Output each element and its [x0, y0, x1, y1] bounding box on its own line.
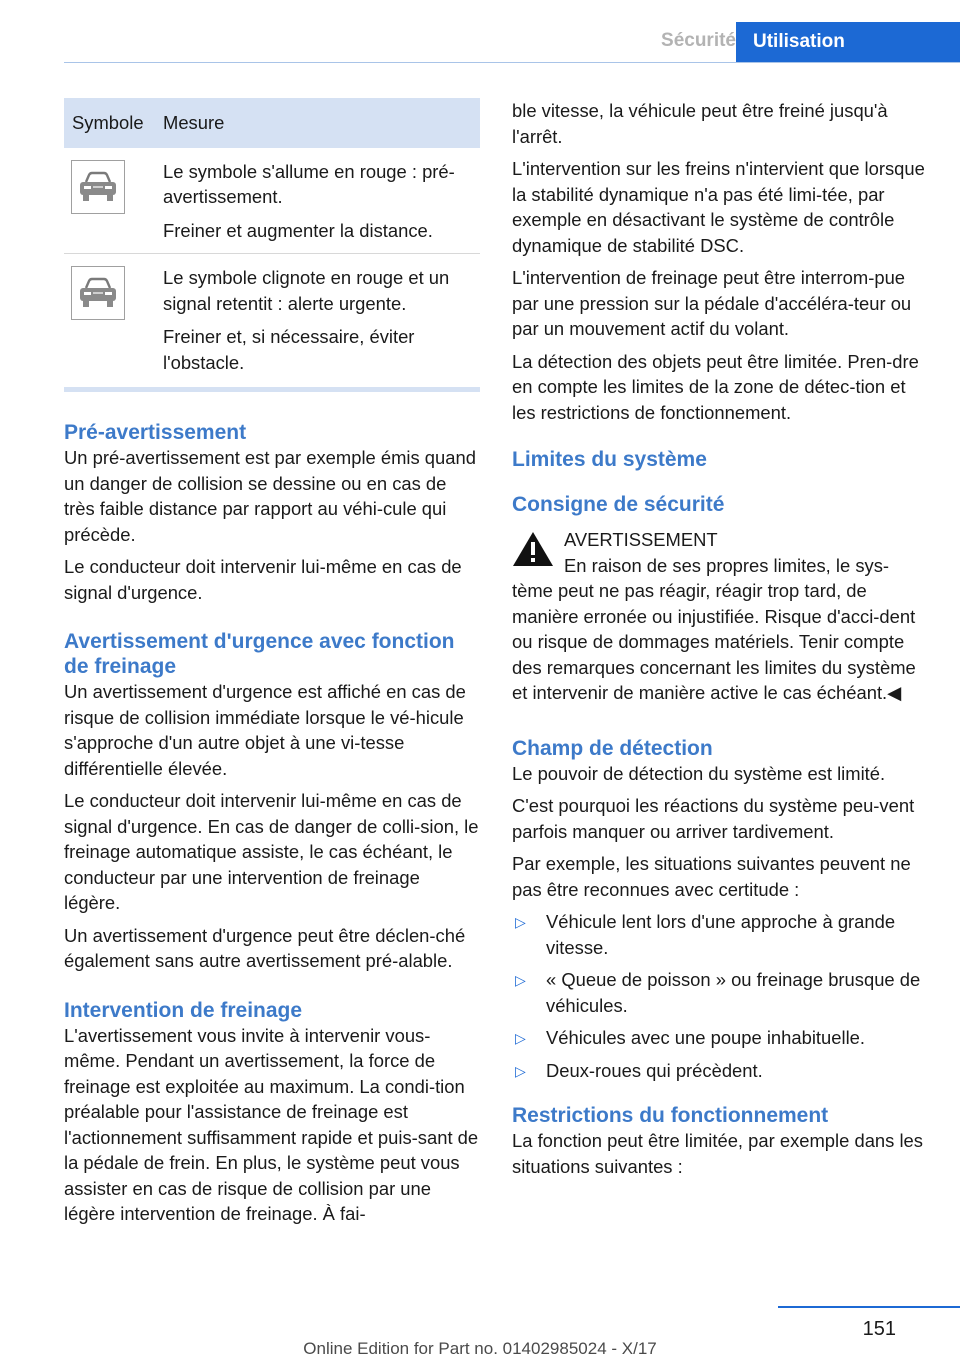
paragraph: ble vitesse, la véhicule peut être freiné jusqu'à l'arrêt.	[512, 100, 888, 147]
col-measure-header: Mesure	[155, 98, 480, 148]
edition-footer: Online Edition for Part no. 01402985024 - X/17	[303, 1339, 657, 1358]
paragraph: L'avertissement vous invite à intervenir vous-même. Pendant un avertissement, la force de freinage est exploitée au maximum. La condi-tion préalable pour l'assistance de freinage est l'actionnement suffisamment rapide et puis-sant de la pédale de frein. En plus, le système peut vous assister en cas de risque de collision par une légère intervention de freinage. À fai-	[64, 1024, 479, 1224]
right-column	[512, 98, 928, 1186]
heading-urgent-warning: Avertissement d'urgence avec fonction de freinage	[64, 630, 455, 678]
detection-list	[512, 909, 928, 1083]
paragraph: L'intervention sur les freins n'intervient que lorsque la stabilité dynamique n'a pas été limi-tée, par exemple en désactivant le système de contrôle dynamique de stabilité DSC.	[512, 158, 925, 256]
triangle-bullet-icon: ▷	[515, 914, 526, 930]
list-item: ▷ Véhicule lent lors d'une approche à grande vitesse.	[515, 911, 896, 958]
warning-block	[512, 527, 928, 553]
measure-text: Freiner et augmenter la distance.	[163, 219, 433, 241]
table-row	[64, 148, 480, 254]
measure-text: Le symbole s'allume en rouge : pré-avertissement.	[163, 160, 455, 207]
measure-text: Le symbole clignote en rouge et un signal retentit : alerte urgente.	[163, 267, 450, 314]
list-item: ▷ « Queue de poisson » ou freinage brusque de véhicules.	[515, 969, 921, 1016]
symbol-table-header	[64, 98, 480, 148]
footer-rule	[778, 1306, 960, 1308]
paragraph: Un avertissement d'urgence est affiché en cas de risque de collision immédiate lorsque le vé-hicule s'approche d'un autre objet à une vi-tesse différentielle élevée.	[64, 681, 466, 779]
triangle-bullet-icon: ▷	[515, 972, 526, 988]
table-row	[64, 254, 480, 390]
paragraph: Un avertissement d'urgence peut être déclen-ché également sans autre avertissement pré-alable.	[64, 924, 466, 971]
warning-text: En raison de ses propres limites, le sys-tème peut ne pas réagir, réagir trop tard, de manière erronée ou injustifiée. Risque d'acci-dent ou risque de dommages matériels. Tenir compte des remarques concernant les limites du système et intervenir de manière active le cas échéant.◀	[512, 554, 916, 703]
warning-triangle-icon	[512, 531, 554, 574]
col-symbol-header: Symbole	[64, 98, 155, 148]
triangle-bullet-icon: ▷	[515, 1030, 526, 1046]
warning-title: AVERTISSEMENT	[564, 529, 718, 550]
header-rule	[64, 62, 960, 63]
heading-system-limits: Limites du système	[512, 448, 707, 471]
paragraph: Le conducteur doit intervenir lui-même en cas de signal d'urgence. En cas de danger de colli-sion, le freinage automatique assiste, le cas échéant, le conducteur par une intervention de freinage légère.	[64, 790, 479, 913]
paragraph: La fonction peut être limitée, par exemple dans les situations suivantes :	[512, 1130, 923, 1177]
paragraph: Le conducteur doit intervenir lui-même en cas de signal d'urgence.	[64, 556, 462, 603]
heading-safety: Consigne de sécurité	[512, 493, 725, 516]
car-front-icon	[71, 266, 125, 320]
paragraph: Le pouvoir de détection du système est limité.	[512, 762, 886, 784]
heading-braking: Intervention de freinage	[64, 998, 303, 1022]
list-item: ▷ Véhicules avec une poupe inhabituelle.	[512, 1025, 928, 1051]
page-header	[0, 0, 960, 62]
heading-restrictions: Restrictions du fonctionnement	[512, 1104, 829, 1127]
paragraph: L'intervention de freinage peut être interrom-pue par une pression sur la pédale d'accéléra-teur ou par un mouvement actif du volant.	[512, 267, 912, 339]
page-number: 151	[862, 1318, 896, 1340]
left-column	[64, 98, 480, 1234]
heading-pre-warning: Pré-avertissement	[64, 421, 247, 444]
heading-detection: Champ de détection	[512, 736, 713, 760]
paragraph: Un pré-avertissement est par exemple émis quand un danger de collision se dessine ou en cas de très faible distance par rapport au véhi-cule qui précède.	[64, 447, 476, 545]
paragraph: La détection des objets peut être limitée. Pren-dre en compte les limites de la zone de détec-tion et les restrictions de fonctionnement.	[512, 350, 919, 423]
list-item: ▷ Deux-roues qui précèdent.	[512, 1058, 928, 1084]
header-section-label: Sécurité	[661, 30, 736, 51]
paragraph: Par exemple, les situations suivantes peuvent ne pas être reconnues avec certitude :	[512, 853, 911, 900]
paragraph: C'est pourquoi les réactions du système peu-vent parfois manquer ou arriver tardivement.	[512, 795, 915, 842]
triangle-bullet-icon: ▷	[515, 1062, 526, 1079]
header-active-tab: Utilisation	[736, 22, 960, 62]
measure-text: Freiner et, si nécessaire, éviter l'obstacle.	[163, 326, 415, 373]
car-front-icon	[71, 160, 125, 214]
symbol-table	[64, 98, 480, 392]
